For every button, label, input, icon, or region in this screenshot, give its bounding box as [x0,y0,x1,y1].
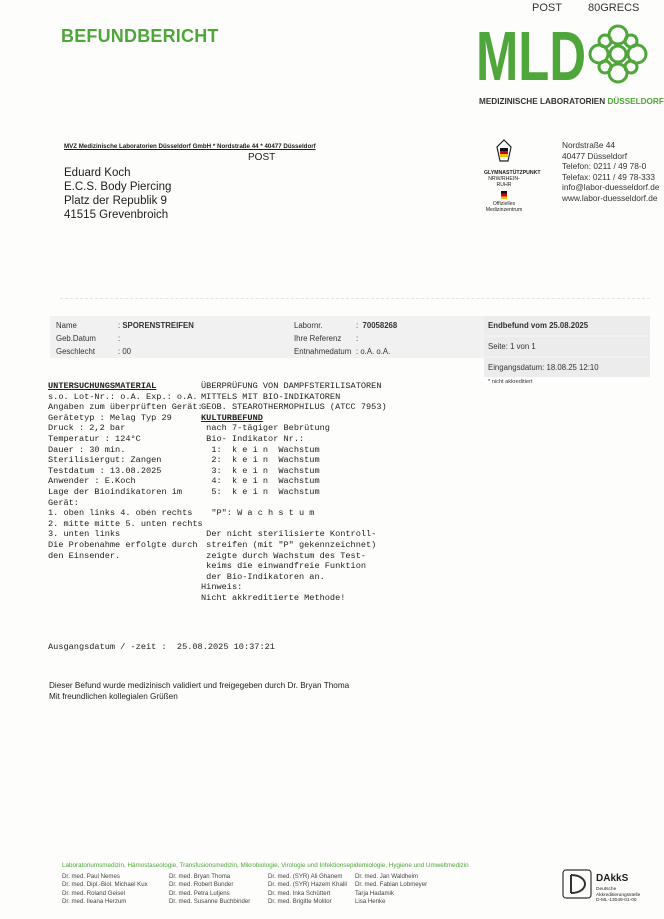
material-line: Angaben zum überprüften Gerät: [48,402,203,413]
issue-datetime: Ausgangsdatum / -zeit : 25.08.2025 10:37:21 [48,642,275,652]
material-line: Gerätetyp : Melag Typ 29 [48,412,172,423]
report-title: BEFUNDBERICHT [61,26,219,46]
page-count: Seite: 1 von 1 [484,337,650,356]
sampling-date: : o.A. o.A. [356,347,391,356]
olympic-center-seal: GLYMNASTÜTZPUNKT NRW/RHEIN-RUHR Offizielles Medizinzentrum [484,137,524,205]
lab-number: 70058268 [362,321,398,330]
findings-section [201,381,387,603]
culture-line: Hinweis: [201,582,243,593]
culture-line [201,519,387,530]
contact-street: Nordstraße 44 [562,140,616,150]
contact-website: www.labor-duesseldorf.de [562,192,658,203]
dakks-id: D-ML-13049-01-00 [596,898,637,904]
findings-intro: ÜBERPRÜFUNG VON DAMPFSTERILISATOREN [201,381,382,391]
culture-line: der Bio-Indikatoren an. [201,571,325,582]
material-line: Anwender : E.Koch [48,476,136,487]
material-line: Testdatum : 13.08.2025 [48,465,162,476]
material-line: den Einsender. [48,550,121,561]
dakks-emblem-icon [562,869,592,899]
flag-icon [501,191,507,199]
received-date: Eingangsdatum: 18.08.25 12:10 [484,358,650,377]
dakks-accreditation: DAkkS Deutsche Akkreditierungsstelle D-ML-13049-01-00 [562,869,650,913]
dob-value: : [118,334,121,343]
material-line: 2. mitte mitte 5. unten rechts [48,518,203,529]
logo-tagline: MEDIZINISCHE LABORATORIEN DÜSSELDORF [479,97,664,106]
final-report-date: Endbefund vom 25.08.2025 [484,316,650,335]
mld-logo [476,17,650,95]
validation-note: Dieser Befund wurde medizinisch validiert und freigegeben durch Dr. Bryan Thoma Mit freundlichen kollegialen Grüßen [49,681,350,701]
culture-line: Der nicht sterilisierte Kontroll- [201,529,377,540]
material-line: Druck : 2,2 bar [48,423,126,434]
accreditation-note: * nicht akkreditiert [488,379,533,385]
culture-line: Nicht akkreditierte Methode! [201,592,346,603]
culture-line: 2: k e i n Wachstum [201,455,320,466]
contact-fax: Telefax: 0211 / 49 78-333 [562,171,656,182]
findings-intro: GEOB. STEAROTHERMOPHILUS (ATCC 7953) [201,402,387,413]
sex-value: : 00 [118,347,132,356]
eagle-icon [489,137,519,165]
logo-letters: MLD [476,17,586,95]
culture-line: streifen (mit "P" gekennzeichnet) [201,539,377,550]
material-line: Gerät: [48,497,79,508]
material-line: Temperatur : 124°C [48,433,141,444]
culture-line: nach 7-tägiger Bebrütung [201,423,330,434]
post-label: POST [532,2,562,14]
sample-name: SPORENSTREIFEN [122,321,194,330]
logo-emblem-icon [590,26,646,82]
culture-line: keims die einwandfreie Funktion [201,561,367,572]
culture-lines [201,423,387,603]
doctors-column-2: Dr. med. Bryan Thoma Dr. med. Robert Bunder Dr. med. Petra Lutjens Dr. med. Susanne Buchbinder [169,873,251,905]
culture-line: 4: k e i n Wachstum [201,476,320,487]
material-lines [48,392,203,562]
doctors-column-4: Dr. med. Jan Waldheim Dr. med. Fabian Lobmeyer Tarja Hadamik Lisa Henke [355,873,428,905]
culture-line: 5: k e i n Wachstum [201,486,320,497]
doctors-column-3: Dr. med. (SYR) Ali Ghanem Dr. med. (SYR) Hazem Khalil Dr. med. Inka Schüttert Dr. med. Brigitte Molitor [268,873,347,905]
recipient-address [64,166,171,222]
culture-line: "P": W a c h s t u m [201,508,315,519]
material-line: Die Probenahme erfolgte durch [48,539,198,550]
material-line: s.o. Lot-Nr.: o.A. Exp.: o.A. [48,391,198,402]
culture-line: 1: k e i n Wachstum [201,444,320,455]
material-line: 3. unten links [48,529,121,540]
culture-line: 3: k e i n Wachstum [201,465,320,476]
sender-line: MVZ Medizinische Laboratorien Düsseldorf GmbH * Nordstraße 44 * 40477 Düsseldorf [64,143,316,150]
culture-line [201,498,387,509]
report-status [484,316,650,386]
findings-intro: MITTELS MIT BIO-INDIKATOREN [201,391,341,402]
contact-city: 40477 Düsseldorf [562,150,628,161]
culture-line: zeigte durch Wachstum des Test- [201,550,367,561]
recipient-line: Platz der Republik 9 [64,195,167,207]
patient-labels: Name Geb.Datum Geschlecht [56,321,96,356]
contact-phone: Telefon: 0211 / 49 78-0 [562,161,647,171]
culture-heading: KULTURBEFUND [201,412,263,423]
culture-line: Bio- Indikator Nr.: [201,433,305,444]
divider [60,298,650,299]
recipient-line: E.C.S. Body Piercing [64,181,172,193]
order-labels: Labornr. Ihre Referenz Entnahmedatum [294,321,352,356]
recipient-line: Eduard Koch [64,167,131,179]
patient-values: : SPORENSTREIFEN : : 00 [118,321,194,356]
contact-email: info@labor-duesseldorf.de [562,182,660,192]
recipient-post-label: POST [248,152,276,163]
document-code: 80GRECS [588,2,640,14]
order-values: : 70058268 : : o.A. o.A. [356,321,398,356]
material-line: Lage der Bioindikatoren im [48,486,183,497]
material-line: 1. oben links 4. oben rechts [48,508,193,519]
doctors-column-1: Dr. med. Paul Nemes Dr. med. Dipl.-Biol. Michael Kux Dr. med. Roland Geisel Dr. med. Ileana Herzum [62,873,148,905]
dakks-logo-text: DAkkS [596,873,629,884]
footer-specialties: Laboratoriumsmedizin, Hämostaseologie, Transfusionsmedizin, Mikrobiologie, Virologie und Infektionsepidemiologie, Hygiene und Umweltmedizin [62,862,469,869]
recipient-line: 41515 Grevenbroich [64,209,169,221]
material-section [48,381,203,561]
material-line: Dauer : 30 min. [48,444,126,455]
lab-contact [562,140,659,203]
material-line: Sterilisiergut: Zangen [48,455,162,466]
material-heading: UNTERSUCHUNGSMATERIAL [48,381,157,391]
reference-value: : [356,334,359,343]
